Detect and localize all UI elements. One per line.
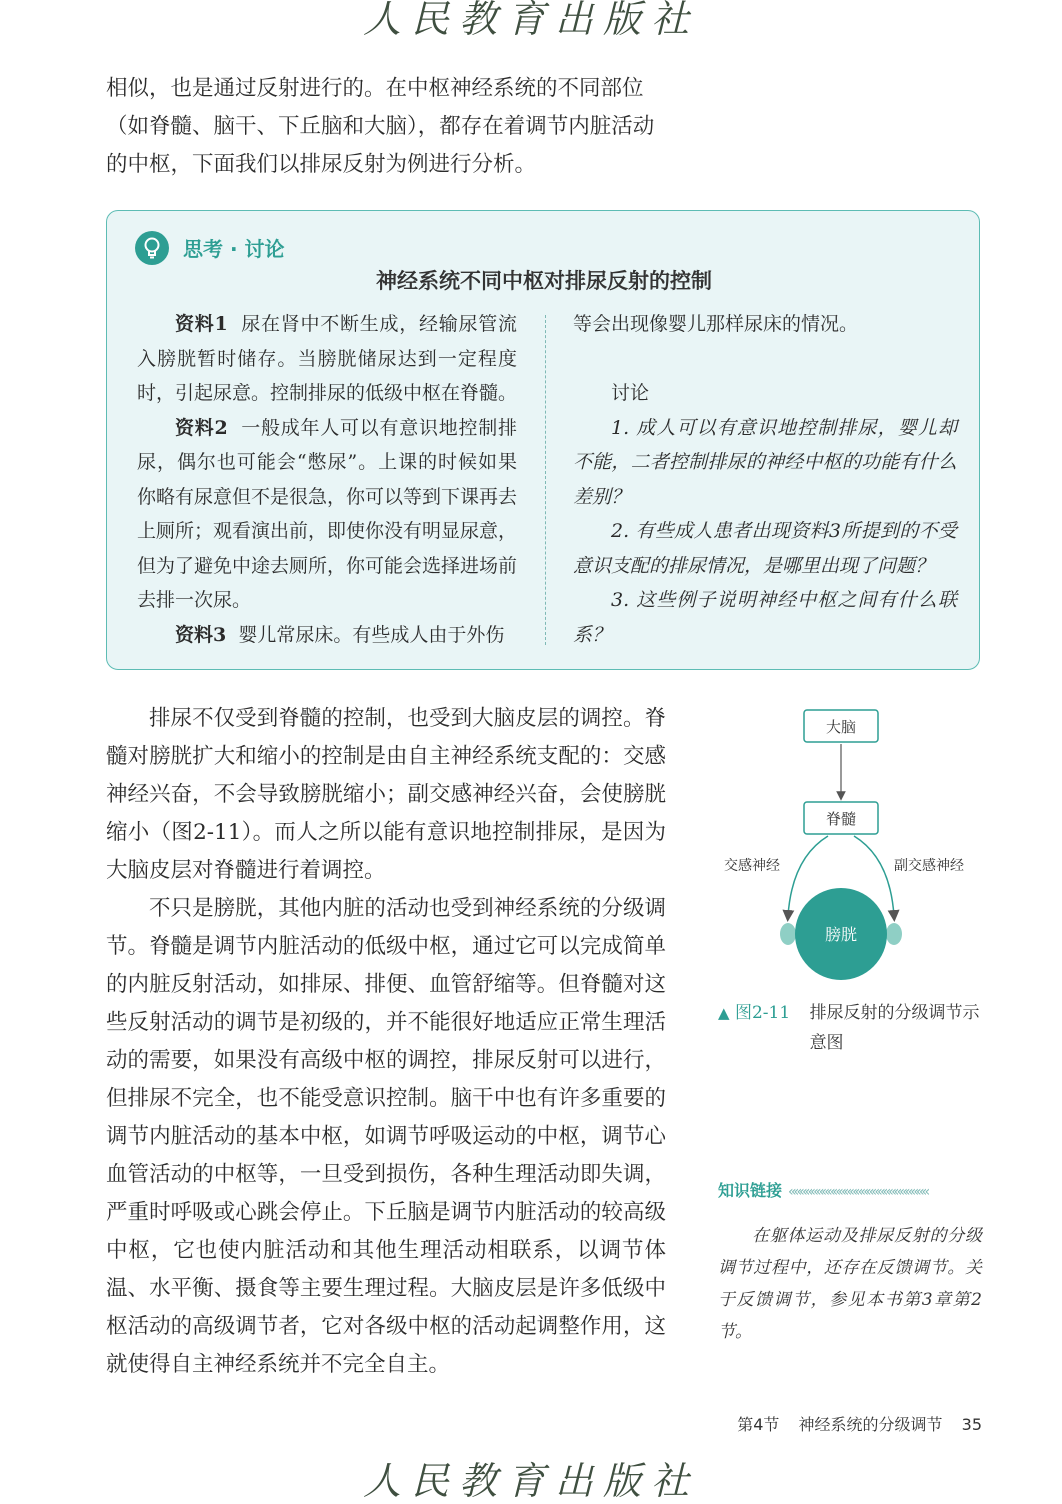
figure-caption <box>718 998 988 1058</box>
material-2 <box>137 411 517 618</box>
question-1: 1. 成人可以有意识地控制排尿，婴儿却不能，二者控制排尿的神经中枢的功能有什么差别？ <box>573 416 957 508</box>
material-3-continuation: 等会出现像婴儿那样尿床的情况。 <box>573 313 859 335</box>
question-2: 2. 有些成人患者出现资料3所提到的不受意识支配的排尿情况，是哪里出现了问题？ <box>573 520 957 577</box>
footer-section: 第4节 <box>737 1415 780 1434</box>
publisher-watermark-bottom: 人民教育出版社 <box>362 1459 699 1503</box>
page-number: 35 <box>961 1415 982 1434</box>
parasympathetic-label: 副交感神经 <box>894 858 964 874</box>
think-discuss-box <box>106 210 980 670</box>
caption-triangle-icon: ▲ <box>718 1004 730 1022</box>
material-1 <box>137 307 517 411</box>
caption-number: 图2-11 <box>734 1003 791 1023</box>
knowledge-link-body <box>718 1220 982 1348</box>
discussion-column <box>573 307 957 652</box>
intro-paragraph: 相似，也是通过反射进行的。在中枢神经系统的不同部位（如脊髓、脑干、下丘脑和大脑），都存在着调节内脏活动的中枢，下面我们以排尿反射为例进行分析。 <box>106 76 655 177</box>
knowledge-link-text: 在躯体运动及排尿反射的分级调节过程中，还存在反馈调节。关于反馈调节，参见本书第3章第2节。 <box>718 1226 982 1342</box>
page-footer <box>700 1412 982 1435</box>
sympathetic-label: 交感神经 <box>724 858 780 874</box>
knowledge-link-title: 知识链接 <box>718 1181 783 1200</box>
material-text: 婴儿常尿床。有些成人由于外伤 <box>238 623 505 646</box>
material-label: 资料2 <box>175 416 228 439</box>
material-text: 尿在肾中不断生成，经输尿管流入膀胱暂时储存。当膀胱储尿达到一定程度时，引起尿意。控制排尿的低级中枢在脊髓。 <box>137 313 518 404</box>
box-title: 神经系统不同中枢对排尿反射的控制 <box>376 269 712 293</box>
caption-text: 排尿反射的分级调节示意图 <box>809 1003 980 1053</box>
main-text <box>106 700 666 1384</box>
box-label: 思考 · 讨论 <box>183 237 285 261</box>
urination-reflex-diagram <box>700 700 1000 1000</box>
discussion-title: 讨论 <box>611 382 650 404</box>
chevron-divider-icon: ««««««««««««««««««««««««« <box>788 1184 928 1200</box>
main-paragraph-2: 不只是膀胱，其他内脏的活动也受到神经系统的分级调节。脊髓是调节内脏活动的低级中枢，通过它可以完成简单的内脏反射活动，如排尿、排便、血管舒缩等。但脊髓对这些反射活动的调节是初级的，并不能很好地适应正常生理活动的需要，如果没有高级中枢的调控，排尿反射可以进行，但排尿不完全，也不能受意识控制。脑干中也有许多重要的调节内脏活动的基本中枢，如调节呼吸运动的中枢，调节心血管活动的中枢等，一旦受到损伤，各种生理活动即失调，严重时呼吸或心跳会停止。下丘脑是调节内脏活动的较高级中枢，它也使内脏活动和其他生理活动相联系，以调节体温、水平衡、摄食等主要生理过程。大脑皮层是许多低级中枢活动的高级调节者，它对各级中枢的活动起调整作用，这就使得自主神经系统并不完全自主。 <box>106 896 666 1377</box>
material-text: 一般成年人可以有意识地控制排尿，偶尔也可能会“憋尿”。上课的时候如果你略有尿意但不是很急，你可以等到下课再去上厕所；观看演出前，即使你没有明显尿意，但为了避免中途去厕所，你可能会选择进场前去排一次尿。 <box>137 416 518 611</box>
materials-column <box>137 307 517 652</box>
main-paragraph-1: 排尿不仅受到脊髓的控制，也受到大脑皮层的调控。脊髓对膀胱扩大和缩小的控制是由自主神经系统支配的：交感神经兴奋，不会导致膀胱缩小；副交感神经兴奋，会使膀胱缩小（图2-11）。而人之所以能有意识地控制排尿，是因为大脑皮层对脊髓进行着调控。 <box>106 706 666 883</box>
brain-node-label: 大脑 <box>825 718 857 736</box>
bladder-left-lobe <box>780 923 796 945</box>
material-label: 资料1 <box>175 313 228 335</box>
publisher-watermark-top: 人民教育出版社 <box>362 0 699 41</box>
lightbulb-icon <box>135 231 169 265</box>
column-divider <box>545 315 546 645</box>
question-3: 3. 这些例子说明神经中枢之间有什么联系？ <box>573 589 957 646</box>
material-3 <box>137 618 517 653</box>
material-label: 资料3 <box>175 623 227 646</box>
footer-title: 神经系统的分级调节 <box>798 1415 943 1434</box>
bladder-node-label: 膀胱 <box>824 925 858 944</box>
knowledge-link-header <box>718 1178 982 1201</box>
bladder-right-lobe <box>886 923 902 945</box>
spinal-node-label: 脊髓 <box>825 810 857 828</box>
